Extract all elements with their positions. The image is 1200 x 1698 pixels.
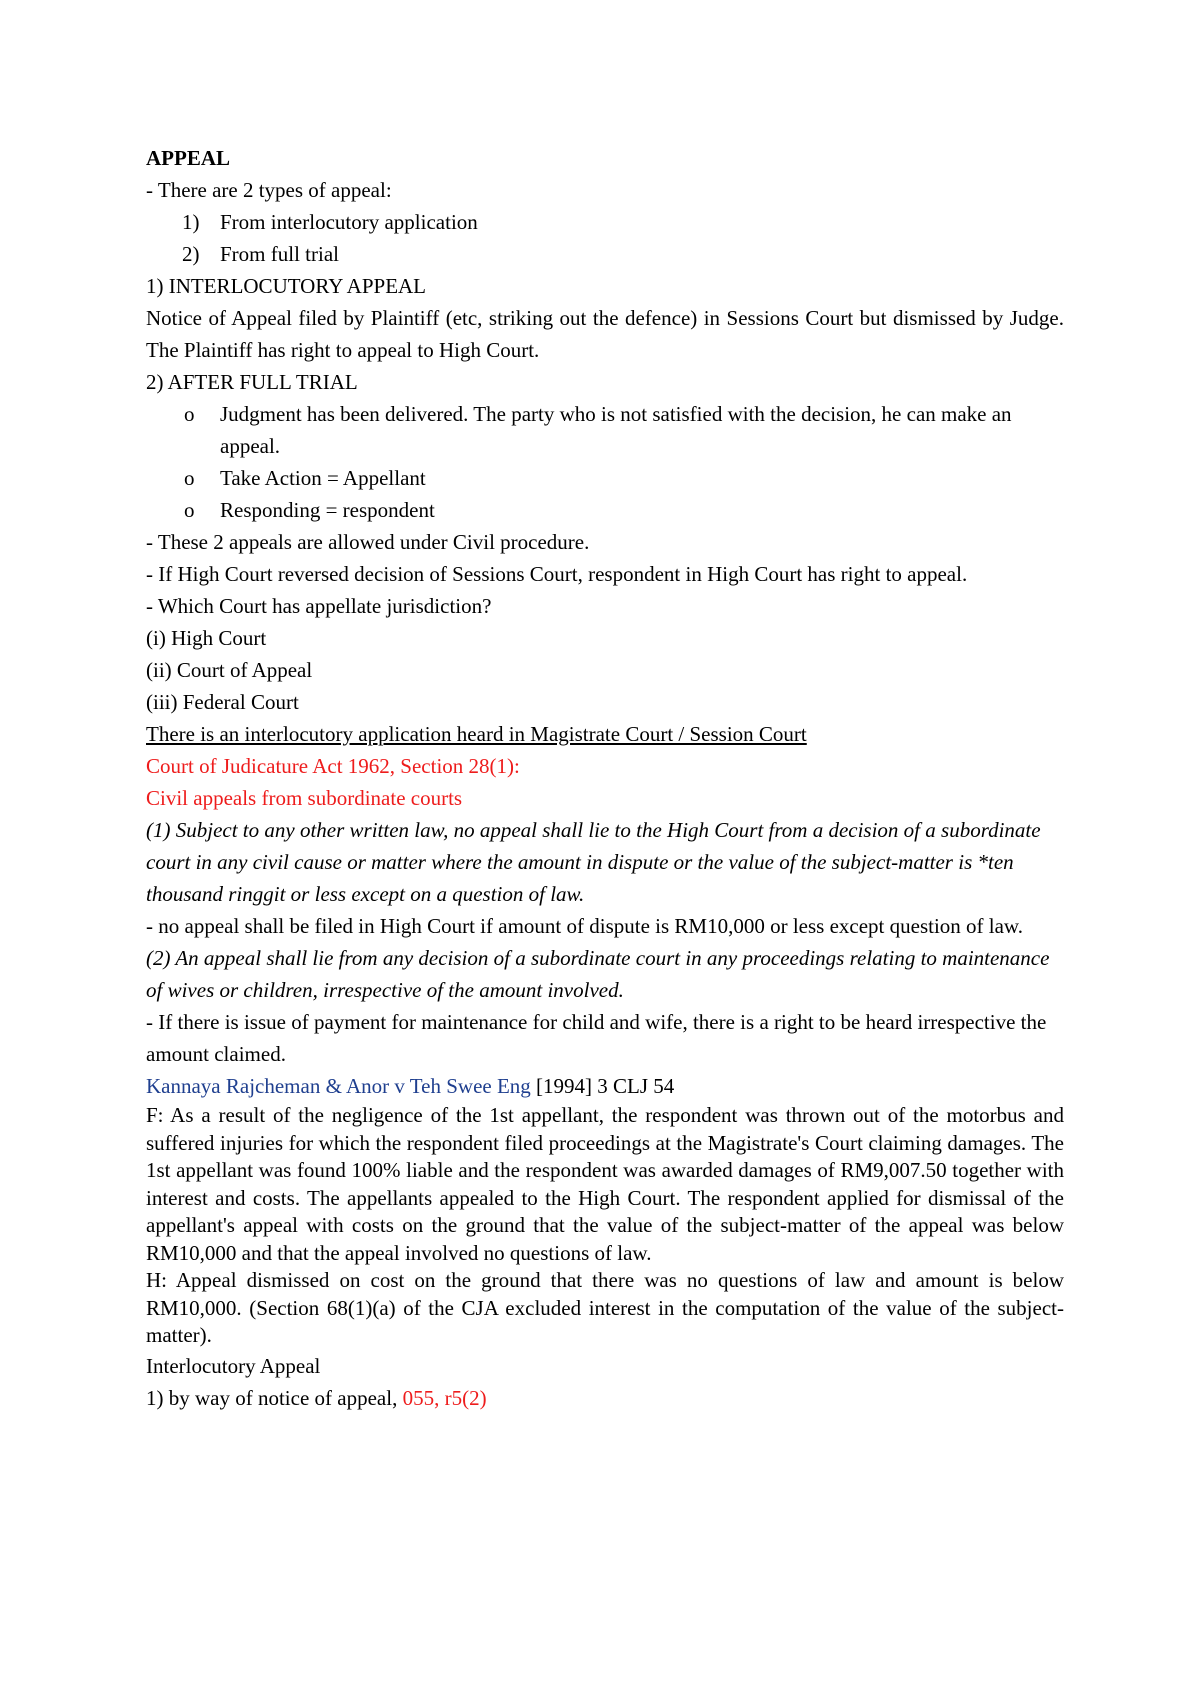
rule-reference: 055, r5(2) — [402, 1385, 487, 1410]
full-trial-heading: 2) AFTER FULL TRIAL — [146, 370, 358, 394]
statute-reference: Court of Judicature Act 1962, Section 28(1): — [146, 754, 520, 778]
case-citation: [1994] 3 CLJ 54 — [530, 1074, 675, 1098]
list-item — [184, 462, 1064, 494]
intro-line: - There are 2 types of appeal: — [146, 178, 392, 202]
statute-subsection-2: (2) An appeal shall lie from any decision of a subordinate court in any proceedings relating to maintenance of wives or children, irrespective of the amount involved. — [146, 946, 1050, 1002]
subsection-2-note: - If there is issue of payment for maintenance for child and wife, there is a right to be heard irrespective the amount claimed. — [146, 1010, 1047, 1066]
case-name: Kannaya Rajcheman & Anor v Teh Swee Eng — [146, 1074, 531, 1098]
list-text: Take Action = Appellant — [220, 466, 426, 490]
bullet-marker: o — [184, 466, 195, 490]
bullet-marker: o — [184, 402, 195, 426]
statute-subsection-1: (1) Subject to any other written law, no appeal shall lie to the High Court from a decision of a subordinate court in any civil cause or matter where the amount in dispute or the value of the subject-matter is *ten thousand ringgit or less except on a question of law. — [146, 818, 1041, 906]
list-item — [182, 238, 1064, 270]
closing-heading: Interlocutory Appeal — [146, 1353, 321, 1378]
court-item: (i) High Court — [146, 626, 267, 650]
subsection-1-note: - no appeal shall be filed in High Court if amount of dispute is RM10,000 or less except question of law. — [146, 914, 1023, 938]
note-line: - If High Court reversed decision of Sessions Court, respondent in High Court has right to appeal. — [146, 562, 968, 586]
list-item — [184, 398, 1064, 462]
page-title: APPEAL — [146, 146, 230, 170]
court-item: (iii) Federal Court — [146, 690, 299, 714]
closing-text: 1) by way of notice of appeal, — [146, 1385, 403, 1410]
list-text: Judgment has been delivered. The party who is not satisfied with the decision, he can make an appeal. — [220, 402, 1012, 458]
list-number: 1) — [182, 210, 200, 234]
statute-title: Civil appeals from subordinate courts — [146, 786, 463, 810]
appeal-types-list — [146, 206, 1064, 270]
closing-line — [146, 1382, 1064, 1414]
underlined-note: There is an interlocutory application heard in Magistrate Court / Session Court — [146, 722, 807, 746]
interlocutory-paragraph: Notice of Appeal filed by Plaintiff (etc, striking out the defence) in Sessions Court but dismissed by Judge. The Plaintiff has right to appeal to High Court. — [146, 306, 1064, 362]
list-number: 2) — [182, 242, 200, 266]
list-item — [184, 494, 1064, 526]
list-item — [182, 206, 1064, 238]
full-trial-list — [146, 398, 1064, 526]
interlocutory-heading: 1) INTERLOCUTORY APPEAL — [146, 274, 427, 298]
note-line: - These 2 appeals are allowed under Civil procedure. — [146, 530, 590, 554]
case-heading — [146, 1070, 1064, 1102]
case-held: H: Appeal dismissed on cost on the ground that there was no questions of law and amount is below RM10,000. (Section 68(1)(a) of the CJA excluded interest in the computation of the value of the subject-matter). — [146, 1268, 1064, 1347]
list-text: From full trial — [220, 242, 339, 266]
list-text: Responding = respondent — [220, 498, 435, 522]
bullet-marker: o — [184, 498, 195, 522]
document-body — [146, 142, 1064, 1414]
note-line: - Which Court has appellate jurisdiction? — [146, 594, 492, 618]
list-text: From interlocutory application — [220, 210, 478, 234]
case-facts: F: As a result of the negligence of the 1st appellant, the respondent was thrown out of the motorbus and suffered injuries for which the respondent filed proceedings at the Magistrate's Court claiming damages. The 1st appellant was found 100% liable and the respondent was awarded damages of RM9,007.50 together with interest and costs. The appellants appealed to the High Court. The respondent applied for dismissal of the appellant's appeal with costs on the ground that the value of the subject-matter of the appeal was below RM10,000 and that the appeal involved no questions of law. — [146, 1103, 1064, 1265]
court-item: (ii) Court of Appeal — [146, 658, 313, 682]
